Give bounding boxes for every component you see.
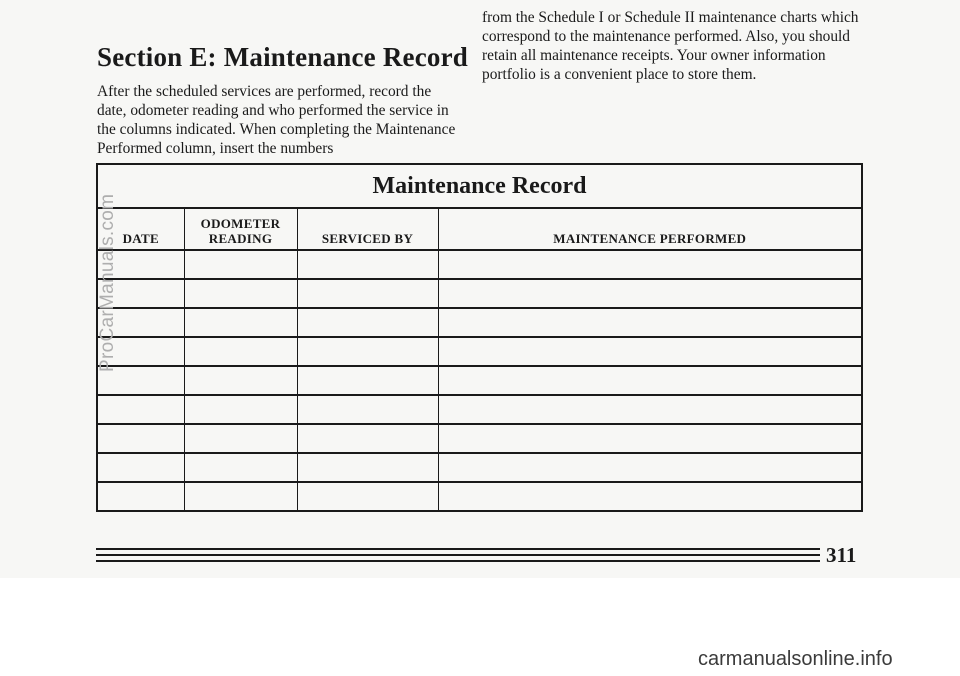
table-cell bbox=[184, 395, 297, 424]
record-rows bbox=[98, 250, 861, 510]
table-cell bbox=[297, 482, 438, 510]
footer-rule bbox=[96, 548, 820, 550]
intro-paragraph-left: After the scheduled services are performed, record the date, odometer reading and who performed the service in the columns indicated. When completing the Maintenance Performed column, insert the numbers bbox=[97, 83, 456, 157]
header-row bbox=[98, 209, 861, 250]
intro-paragraph-right: from the Schedule I or Schedule II maintenance charts which correspond to the maintenance performed. Also, you should retain all maintenance receipts. Your owner information portfolio is a convenient place to store them. bbox=[482, 9, 859, 83]
record-title: Maintenance Record bbox=[98, 165, 861, 209]
table-cell bbox=[184, 424, 297, 453]
column-header bbox=[184, 209, 297, 250]
table-cell bbox=[98, 395, 184, 424]
table-cell bbox=[438, 279, 861, 308]
table-cell bbox=[438, 337, 861, 366]
table-cell bbox=[297, 424, 438, 453]
table-row bbox=[98, 482, 861, 510]
column-header-line: MAINTENANCE PERFORMED bbox=[553, 231, 747, 246]
table-row bbox=[98, 366, 861, 395]
table-row bbox=[98, 337, 861, 366]
table-cell bbox=[297, 366, 438, 395]
table-cell bbox=[184, 337, 297, 366]
table-row bbox=[98, 308, 861, 337]
table-cell bbox=[297, 395, 438, 424]
table-row bbox=[98, 424, 861, 453]
page-number: 311 bbox=[826, 543, 857, 567]
column-header-line: DATE bbox=[122, 231, 159, 246]
column-header bbox=[438, 209, 861, 250]
table-cell bbox=[98, 453, 184, 482]
table-cell bbox=[98, 424, 184, 453]
table-cell bbox=[297, 279, 438, 308]
footer-rule bbox=[96, 554, 820, 556]
column-header-line: SERVICED BY bbox=[321, 231, 414, 246]
column-header bbox=[297, 209, 438, 250]
table-cell bbox=[438, 308, 861, 337]
table-cell bbox=[297, 453, 438, 482]
table-cell bbox=[184, 308, 297, 337]
table-cell bbox=[184, 250, 297, 279]
column-header-line: READING bbox=[208, 231, 273, 246]
table-cell bbox=[438, 250, 861, 279]
table-cell bbox=[297, 250, 438, 279]
table-cell bbox=[438, 482, 861, 510]
table-row bbox=[98, 453, 861, 482]
table-cell bbox=[184, 366, 297, 395]
table-cell bbox=[98, 482, 184, 510]
table-cell bbox=[438, 395, 861, 424]
footer-rule bbox=[96, 560, 820, 562]
site-link[interactable]: carmanualsonline.info bbox=[698, 648, 893, 670]
section-title: Section E: Maintenance Record bbox=[97, 42, 468, 72]
maintenance-record-table bbox=[96, 163, 863, 512]
table-row bbox=[98, 250, 861, 279]
table-cell bbox=[184, 279, 297, 308]
table-row bbox=[98, 279, 861, 308]
table-cell bbox=[297, 337, 438, 366]
table-cell bbox=[438, 366, 861, 395]
table-cell bbox=[438, 453, 861, 482]
record-grid bbox=[98, 209, 861, 510]
table-row bbox=[98, 395, 861, 424]
watermark-text: ProCarManuals.com bbox=[97, 193, 118, 372]
table-cell bbox=[184, 453, 297, 482]
table-cell bbox=[297, 308, 438, 337]
table-cell bbox=[184, 482, 297, 510]
table-cell bbox=[438, 424, 861, 453]
column-header-line: ODOMETER bbox=[200, 216, 281, 231]
